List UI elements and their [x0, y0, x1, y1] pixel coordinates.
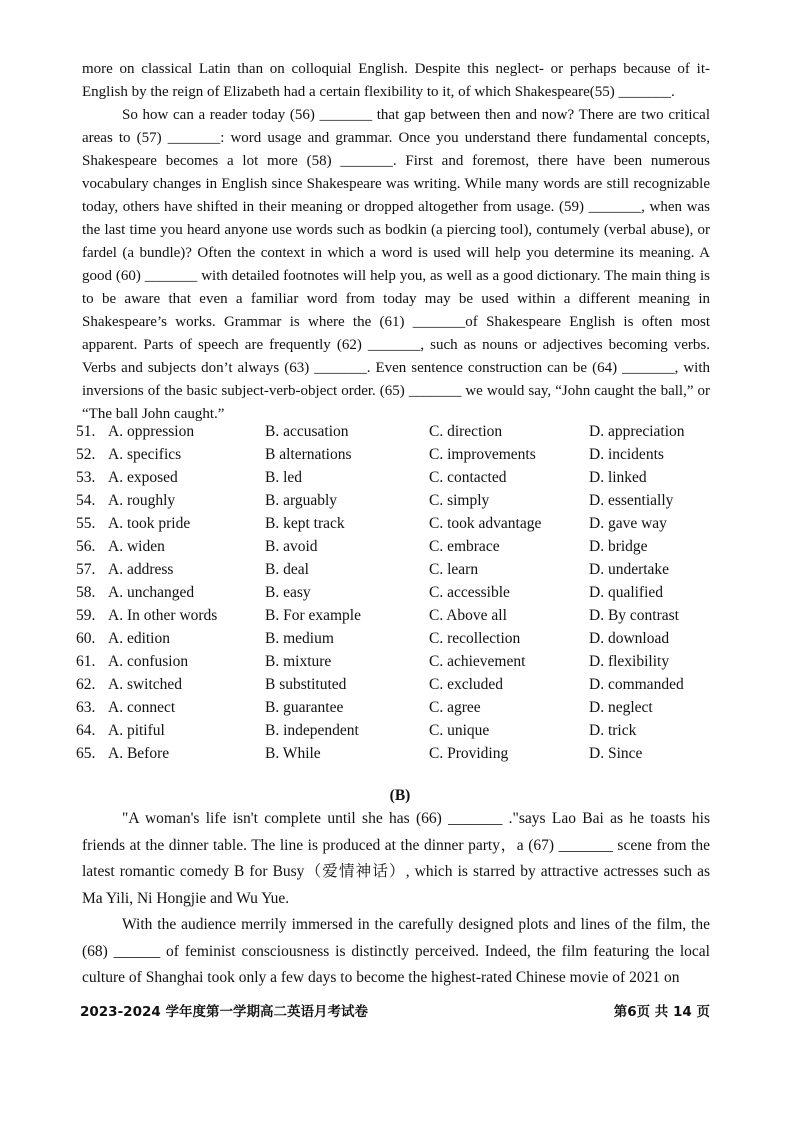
option-d: D. gave way	[589, 515, 667, 532]
option-a: A. edition	[108, 630, 170, 647]
option-b: B. guarantee	[265, 699, 344, 716]
option-c: C. Above all	[429, 607, 507, 624]
option-c: C. contacted	[429, 469, 507, 486]
question-row	[76, 535, 736, 558]
option-c: C. excluded	[429, 676, 504, 693]
option-b: B. avoid	[265, 538, 318, 555]
question-row	[76, 466, 736, 489]
option-a: A. address	[108, 561, 174, 578]
option-b: B. accusation	[265, 423, 349, 440]
passage-b-paragraph: "A woman's life isn't complete until she has (66) _______ ."says Lao Bai as he toasts his friends at the dinner table. The line is produced at the dinner party，a (67) _______ scene from the latest romantic comedy B for Busy（爱情神话）, which is starred by attractive actresses such as Ma Yili, Ni Hongjie and Wu Yue.	[82, 810, 710, 907]
option-d: D. trick	[589, 722, 637, 739]
question-row	[76, 558, 736, 581]
option-d: D. qualified	[589, 584, 664, 601]
option-b: B. deal	[265, 561, 309, 578]
option-b: B. easy	[265, 584, 311, 601]
question-number: 61.	[76, 653, 96, 670]
option-d: D. bridge	[589, 538, 648, 555]
option-b: B. led	[265, 469, 303, 486]
question-row	[76, 627, 736, 650]
question-row	[76, 742, 736, 765]
passage-a-paragraph: So how can a reader today (56) _______ that gap between then and now? There are two critical areas to (57) _______: word usage and grammar. Once you understand there fundamental concepts, Shakespeare becomes a lot more (58) _______. First and foremost, there have been numerous vocabulary changes in English since Shakespeare was writing. While many words are still recognizable today, others have shifted in their meaning or dropped altogether from usage. (59) _______, when was the last time you heard anyone use words such as bodkin (a piercing tool), contumely (verbal abuse), or fardel (a bundle)? Often the context in which a word is used will help you determine its meaning. A good (60) _______ with detailed footnotes will help you, as well as a good dictionary. The main thing is to be aware that even a familiar word from today may be used within a different meaning in Shakespeare’s works. Grammar is where the (61) _______of Shakespeare English is often most apparent. Parts of speech are frequently (62) _______, such as nouns or adjectives becoming verbs. Verbs and subjects don’t always (63) _______. Even sentence construction can be (64) _______, with inversions of the basic subject-verb-object order. (65) _______ we would say, “John caught the ball,” or “The ball John caught.”	[82, 107, 710, 422]
question-row	[76, 604, 736, 627]
question-number: 55.	[76, 515, 96, 532]
option-a: A. pitiful	[108, 722, 165, 739]
option-a: A. In other words	[108, 607, 218, 624]
passage-b-paragraph: With the audience merrily immersed in the carefully designed plots and lines of the film, the (68) ______ of feminist consciousness is distinctly perceived. Indeed, the film featuring the local culture of Shanghai took only a few days to become the highest-rated Chinese movie of 2021 on	[82, 916, 710, 986]
option-a: A. switched	[108, 676, 183, 693]
passage-a-paragraph: more on classical Latin than on colloquial English. Despite this neglect- or perhaps because of it- English by the reign of Elizabeth had a certain flexibility to it, of which Shakespeare(55) _______.	[82, 61, 710, 100]
option-c: C. unique	[429, 722, 490, 739]
option-d: D. flexibility	[589, 653, 670, 670]
question-row	[76, 650, 736, 673]
question-number: 62.	[76, 676, 96, 693]
question-number: 59.	[76, 607, 96, 624]
question-row	[76, 489, 736, 512]
option-c: C. simply	[429, 492, 490, 509]
question-number: 63.	[76, 699, 96, 716]
option-c: C. agree	[429, 699, 481, 716]
option-b: B. medium	[265, 630, 334, 647]
question-number: 57.	[76, 561, 96, 578]
option-b: B. mixture	[265, 653, 332, 670]
option-c: C. embrace	[429, 538, 500, 555]
question-number: 52.	[76, 446, 96, 463]
option-c: C. achievement	[429, 653, 526, 670]
option-c: C. improvements	[429, 446, 536, 463]
option-d: D. Since	[589, 745, 643, 762]
option-d: D. essentially	[589, 492, 674, 509]
option-b: B. While	[265, 745, 321, 762]
option-d: D. appreciation	[589, 423, 685, 440]
option-b: B. independent	[265, 722, 359, 739]
question-number: 58.	[76, 584, 96, 601]
question-row	[76, 420, 736, 443]
option-c: C. direction	[429, 423, 503, 440]
option-d: D. commanded	[589, 676, 684, 693]
option-d: D. download	[589, 630, 670, 647]
option-c: C. recollection	[429, 630, 521, 647]
question-row	[76, 581, 736, 604]
option-a: A. connect	[108, 699, 176, 716]
question-number: 53.	[76, 469, 96, 486]
option-d: D. By contrast	[589, 607, 679, 624]
question-row	[76, 443, 736, 466]
option-a: A. Before	[108, 745, 170, 762]
option-a: A. specifics	[108, 446, 182, 463]
question-number: 56.	[76, 538, 96, 555]
option-a: A. confusion	[108, 653, 189, 670]
question-row	[76, 512, 736, 535]
option-b: B. For example	[265, 607, 361, 624]
option-b: B substituted	[265, 676, 347, 693]
options-table	[76, 420, 736, 765]
footer-page-number: 第6页 共 14 页	[613, 1004, 710, 1020]
section-b-title: (B)	[389, 787, 411, 804]
option-b: B alternations	[265, 446, 352, 463]
question-number: 54.	[76, 492, 96, 509]
option-d: D. neglect	[589, 699, 653, 716]
option-a: A. widen	[108, 538, 165, 555]
option-c: C. accessible	[429, 584, 510, 601]
question-row	[76, 673, 736, 696]
option-d: D. undertake	[589, 561, 670, 578]
question-row	[76, 696, 736, 719]
option-a: A. exposed	[108, 469, 178, 486]
option-c: C. Providing	[429, 745, 509, 762]
option-b: B. kept track	[265, 515, 345, 532]
question-number: 64.	[76, 722, 96, 739]
option-a: A. unchanged	[108, 584, 195, 601]
page-footer	[80, 1000, 710, 1020]
question-number: 51.	[76, 423, 96, 440]
passage-b	[82, 806, 710, 992]
footer-exam-title: 2023-2024 学年度第一学期高二英语月考试卷	[80, 1004, 368, 1020]
passage-a	[82, 58, 710, 426]
option-d: D. incidents	[589, 446, 664, 463]
option-a: A. took pride	[108, 515, 191, 532]
question-number: 60.	[76, 630, 96, 647]
question-row	[76, 719, 736, 742]
option-a: A. roughly	[108, 492, 176, 509]
option-c: C. took advantage	[429, 515, 542, 532]
option-a: A. oppression	[108, 423, 195, 440]
option-c: C. learn	[429, 561, 479, 578]
option-b: B. arguably	[265, 492, 338, 509]
question-number: 65.	[76, 745, 96, 762]
option-d: D. linked	[589, 469, 647, 486]
